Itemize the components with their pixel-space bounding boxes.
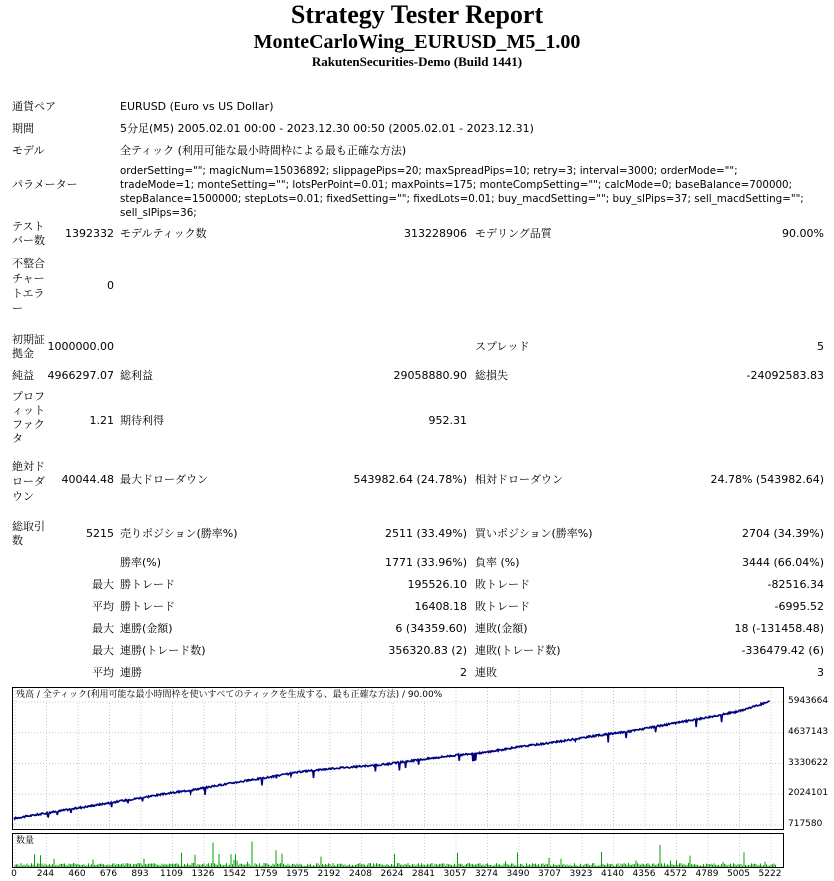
symbol-label: 通貨ペア	[12, 100, 56, 113]
deposit-label: 初期証拠金	[12, 333, 45, 360]
volume-bars	[15, 842, 776, 868]
x-tick-label: 1542	[223, 869, 246, 879]
bars-label: テストバー数	[12, 220, 45, 247]
mismatch-label: 不整合チャートエラー	[12, 257, 45, 315]
balance-chart-plot	[13, 688, 783, 829]
x-tick-label: 2841	[412, 869, 435, 879]
period-label: 期間	[12, 122, 34, 135]
x-tick-label: 4356	[632, 869, 656, 879]
symbol-value: EURUSD (Euro vs US Dollar)	[120, 100, 274, 113]
spread-label: スプレッド	[475, 340, 530, 353]
model-value: 全ティック (利用可能な最小時間枠による最も正確な方法)	[120, 144, 407, 157]
balance-line	[14, 701, 770, 819]
report-subtitle: MonteCarloWing_EURUSD_M5_1.00	[253, 31, 581, 53]
x-tick-label: 3274	[475, 869, 498, 879]
expected-payoff-label: 期待利得	[120, 414, 164, 427]
avg-consec-losses-label: 連敗	[475, 666, 497, 679]
x-tick-label: 5005	[727, 869, 750, 879]
largest-win-value: 195526.10	[407, 578, 467, 591]
win-rate-value: 1771 (33.96%)	[384, 556, 467, 569]
x-tick-label: 460	[68, 869, 86, 879]
short-positions-value: 2511 (33.49%)	[384, 527, 467, 540]
report-title: Strategy Tester Report	[290, 0, 544, 29]
profit-factor-value: 1.21	[89, 414, 114, 427]
x-tick-label: 2624	[380, 869, 404, 879]
largest-loss-label: 敗トレード	[475, 578, 530, 591]
gross-profit-value: 29058880.90	[393, 369, 467, 382]
avg-win-value: 16408.18	[414, 600, 467, 613]
average-prefix: 平均	[92, 600, 114, 613]
max-consec-loss-label: 連敗(トレード数)	[475, 644, 561, 657]
volume-chart-plot	[13, 834, 783, 867]
avg-consec-wins-label: 連勝	[120, 666, 142, 679]
y-tick-label: 2024101	[788, 788, 829, 799]
params-label: パラメーター	[12, 178, 78, 191]
params-value: orderSetting=""; magicNum=15036892; slippagePips=20; maxSpreadPips=10; retry=3; interval=3000; orderMode=""; tradeMode=1; monteSetting=""; lotsPerPoint=0.01; maxPoints=175; monteCompSetting=""; calcMode=0; baseBalance=700000; stepBalance=1500000; stepLots=0.01; fixedSetting=""; fixedLots=0.01; buy_macdSetting=""; buy_slPips=37; sell_macdSetting=""; sell_slPips=36;	[120, 165, 804, 219]
x-tick-label: 4572	[664, 869, 687, 879]
total-trades-value: 5215	[86, 527, 114, 540]
x-tick-label: 4789	[695, 869, 719, 879]
y-tick-label: 3330622	[788, 757, 829, 768]
loss-rate-label: 負率 (%)	[475, 556, 520, 569]
y-tick-label: 4637143	[788, 726, 829, 737]
long-positions-label: 買いポジション(勝率%)	[475, 527, 593, 540]
x-tick-label: 2408	[349, 869, 372, 879]
total-trades-label: 総取引数	[12, 520, 45, 547]
spread-value: 5	[817, 340, 824, 353]
x-tick-label: 3923	[569, 869, 593, 879]
expected-payoff-value: 952.31	[428, 414, 467, 427]
y-tick-label: 717580	[788, 819, 823, 829]
profit-factor-label: プロフィットファクタ	[12, 390, 45, 445]
max-drawdown-value: 543982.64 (24.78%)	[353, 473, 467, 486]
largest-win-label: 勝トレード	[120, 578, 175, 591]
y-tick-label: 5943664	[788, 696, 829, 706]
abs-drawdown-value: 40044.48	[61, 473, 114, 486]
avg-consec-wins-value: 2	[460, 666, 467, 679]
x-tick-label: 4140	[601, 869, 624, 879]
max-consec-loss-value: -336479.42 (6)	[741, 644, 824, 657]
volume-chart-caption: 数量	[16, 836, 35, 846]
period-value: 5分足(M5) 2005.02.01 00:00 - 2023.12.30 00:50 (2005.02.01 - 2023.12.31)	[120, 122, 534, 135]
balance-chart-grid	[13, 688, 783, 829]
gross-loss-label: 総損失	[475, 369, 508, 382]
win-rate-label: 勝率(%)	[120, 556, 162, 569]
balance-chart-caption: 残高 / 全ティック(利用可能な最小時間枠を使いすべてのティックを生成する、最も正確な方法) / 90.00%	[16, 690, 443, 700]
x-tick-label: 1326	[191, 869, 215, 879]
x-tick-label: 3057	[443, 869, 467, 879]
net-profit-value: 4966297.07	[47, 369, 114, 382]
deposit-value: 1000000.00	[47, 340, 114, 353]
mismatch-value: 0	[107, 279, 114, 292]
avg-win-label: 勝トレード	[120, 600, 175, 613]
x-tick-label: 1975	[286, 869, 309, 879]
rel-drawdown-value: 24.78% (543982.64)	[710, 473, 824, 486]
short-positions-label: 売りポジション(勝率%)	[120, 527, 238, 540]
max-consec-profit-value: 356320.83 (2)	[388, 644, 467, 657]
max-consec-prefix: 最大	[92, 622, 114, 635]
max-consec-wins-value: 6 (34359.60)	[395, 622, 467, 635]
x-tick-label: 893	[131, 869, 149, 879]
max-consec-losses-value: 18 (-131458.48)	[734, 622, 824, 635]
avg-loss-label: 敗トレード	[475, 600, 530, 613]
x-tick-label: 0	[11, 869, 17, 879]
max-consec-profit-prefix: 最大	[92, 644, 114, 657]
ticks-label: モデルティック数	[120, 227, 207, 240]
long-positions-value: 2704 (34.39%)	[741, 527, 824, 540]
largest-loss-value: -82516.34	[767, 578, 824, 591]
loss-rate-value: 3444 (66.04%)	[741, 556, 824, 569]
max-consec-wins-label: 連勝(金額)	[120, 622, 173, 635]
max-consec-losses-label: 連敗(金額)	[475, 622, 528, 635]
x-tick-label: 2192	[317, 869, 341, 879]
broker-name: RakutenSecurities-Demo (Build 1441)	[311, 54, 523, 69]
x-tick-label: 3707	[538, 869, 561, 879]
balance-chart	[12, 687, 784, 830]
x-tick-label: 3490	[506, 869, 530, 879]
x-tick-label: 5222	[758, 869, 782, 879]
gross-loss-value: -24092583.83	[746, 369, 824, 382]
bars-value: 1392332	[65, 227, 114, 240]
x-tick-label: 1109	[160, 869, 183, 879]
ticks-value: 313228906	[404, 227, 467, 240]
largest-prefix: 最大	[92, 578, 114, 591]
x-tick-label: 1759	[254, 869, 278, 879]
avg-loss-value: -6995.52	[774, 600, 824, 613]
gross-profit-label: 総利益	[120, 369, 153, 382]
model-label: モデル	[12, 144, 45, 157]
quality-label: モデリング品質	[475, 227, 552, 240]
max-drawdown-label: 最大ドローダウン	[120, 473, 208, 486]
max-consec-profit-label: 連勝(トレード数)	[120, 644, 206, 657]
volume-chart	[12, 833, 784, 868]
avg-consec-prefix: 平均	[92, 666, 114, 679]
abs-drawdown-label: 絶対ドローダウン	[12, 460, 45, 503]
avg-consec-losses-value: 3	[817, 666, 824, 679]
quality-value: 90.00%	[782, 227, 824, 240]
net-profit-label: 純益	[12, 369, 34, 382]
x-tick-label: 244	[36, 869, 55, 879]
rel-drawdown-label: 相対ドローダウン	[475, 473, 563, 486]
x-tick-label: 676	[99, 869, 118, 879]
